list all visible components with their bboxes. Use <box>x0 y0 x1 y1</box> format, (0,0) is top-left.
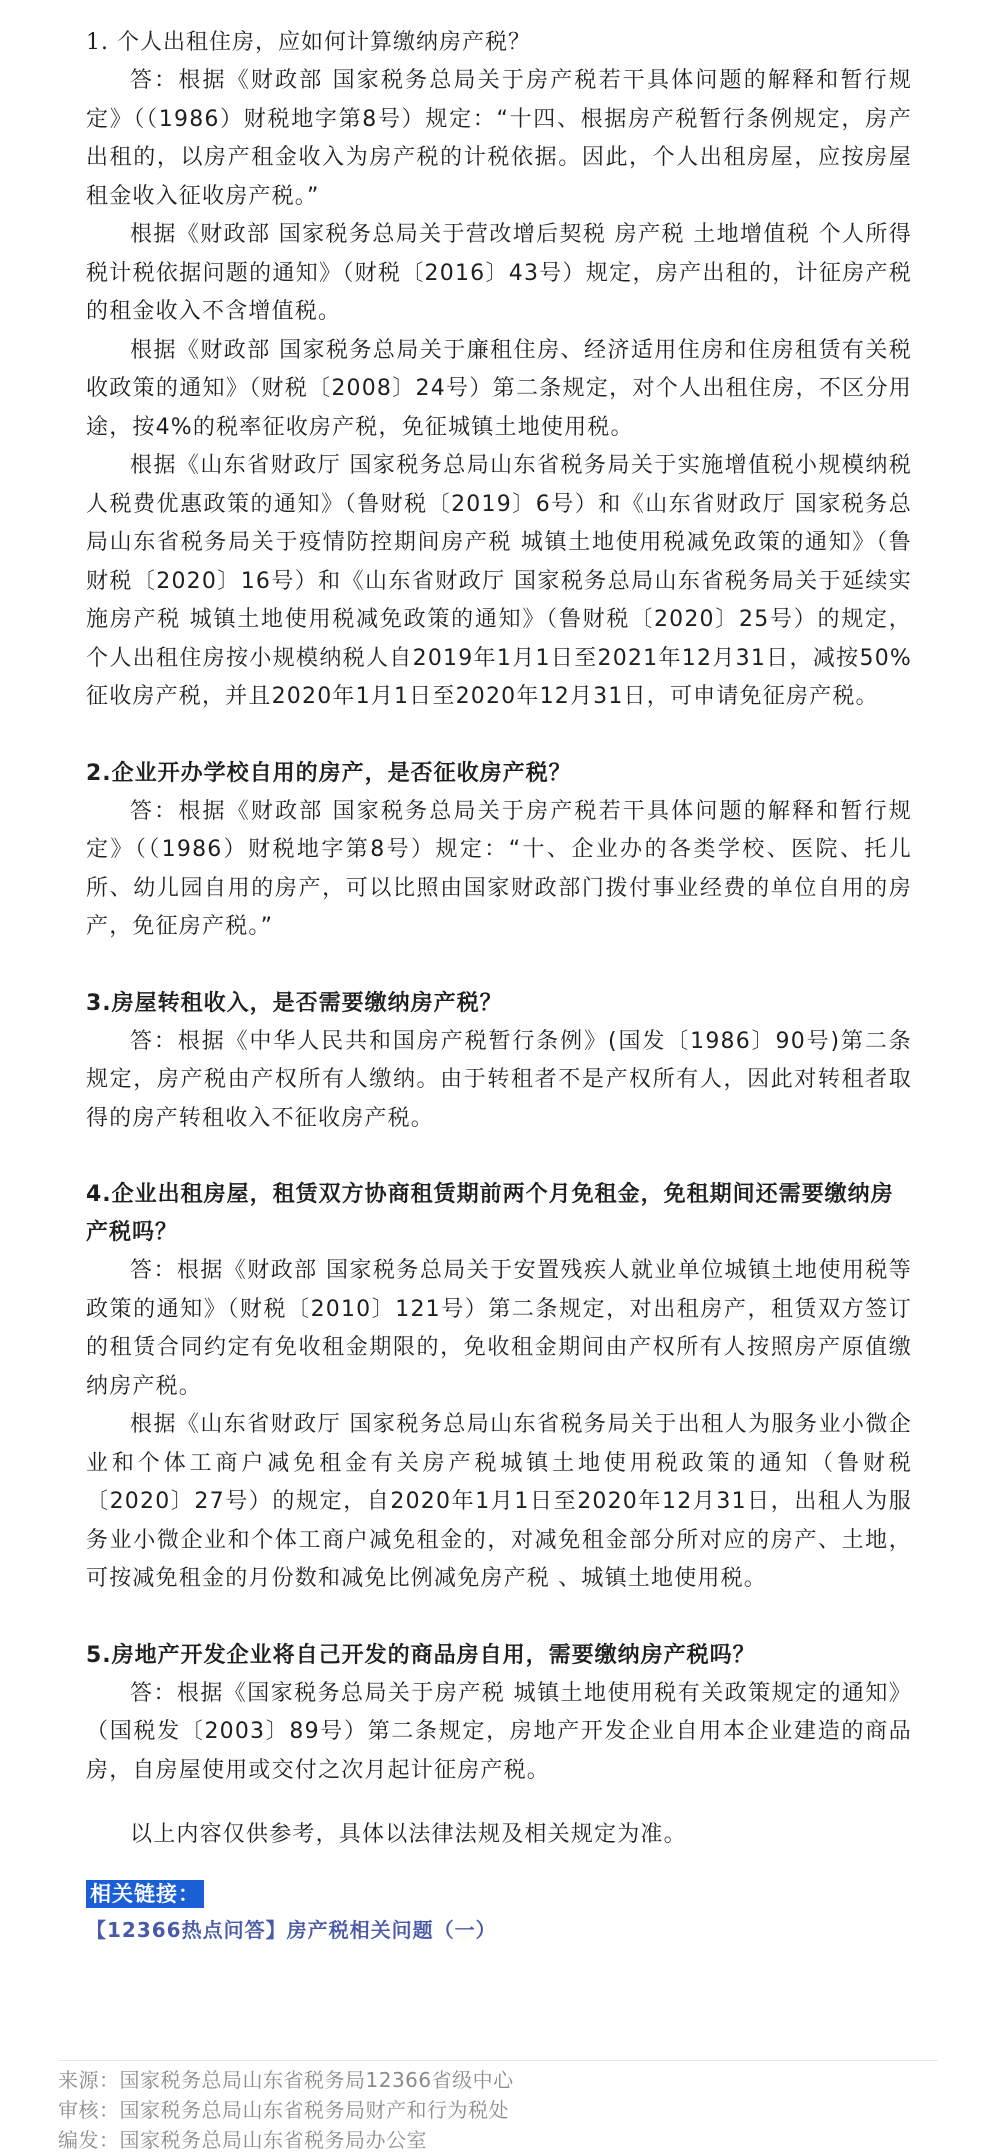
section-spacer <box>86 1138 912 1176</box>
answer-paragraph: 答：根据《财政部 国家税务总局关于房产税若干具体问题的解释和暂行规定》（（1986）财税地字第8号）规定：“十四、根据房产税暂行条例规定，房产出租的，以房产租金收入为房产税的计税依据。因此，个人出租房屋，应按房屋租金收入征收房产税。” <box>86 68 912 209</box>
answer-paragraph: 答：根据《财政部 国家税务总局关于安置残疾人就业单位城镇土地使用税等政策的通知》（财税〔2010〕121号）第二条规定，对出租房产，租赁双方签订的租赁合同约定有免收租金期限的，免收租金期间由产权所有人按照房产原值缴纳房产税。 <box>86 1258 912 1399</box>
answer-paragraph: 答：根据《国家税务总局关于房产税 城镇土地使用税有关政策规定的通知》（国税发〔2003〕89号）第二条规定，房地产开发企业自用本企业建造的商品房，自房屋使用或交付之次月起计征房产税。 <box>86 1680 912 1783</box>
section-spacer <box>86 1854 912 1880</box>
footer-review: 审核：国家税务总局山东省税务局财产和行为税处 <box>58 2098 509 2122</box>
answer-paragraph: 根据《财政部 国家税务总局关于营改增后契税 房产税 土地增值税 个人所得税计税依据问题的通知》（财税〔2016〕43号）规定，房产出租的，计征房产税的租金收入不含增值税。 <box>86 222 912 324</box>
answer-paragraph: 根据《山东省财政厅 国家税务总局山东省税务局关于出租人为服务业小微企业和个体工商户减免租金有关房产税城镇土地使用税政策的通知（鲁财税〔2020〕27号）的规定，自2020年1月1日至2020年12月31日，出租人为服务业小微企业和个体工商户减免租金的，对减免租金部分所对应的房产、土地，可按减免租金的月份数和减免比例减免房产税 、城镇土地使用税。 <box>86 1412 912 1591</box>
answer-paragraph: 答：根据《财政部 国家税务总局关于房产税若干具体问题的解释和暂行规定》（（1986）财税地字第8号）规定：“十、企业办的各类学校、医院、托儿所、幼儿园自用的房产，可以比照由国家财政部门拨付事业经费的单位自用的房产，免征房产税。” <box>86 798 912 939</box>
related-article-link[interactable]: 【12366热点问答】房产税相关问题（一） <box>86 1918 497 1942</box>
section-spacer <box>86 1790 912 1816</box>
question-title-4: 4.企业出租房屋，租赁双方协商租赁期前两个月免租金，免租期间还需要缴纳房产税吗？ <box>86 1182 894 1245</box>
section-spacer <box>86 947 912 985</box>
footer-editor: 编发：国家税务总局山东省税务局办公室 <box>58 2128 427 2152</box>
answer-paragraph: 根据《财政部 国家税务总局关于廉租住房、经济适用住房和住房租赁有关税收政策的通知》（财税〔2008〕24号）第二条规定，对个人出租住房，不区分用途，按4%的税率征收房产税，免征城镇土地使用税。 <box>86 337 912 440</box>
article-footer <box>58 2060 938 2155</box>
answer-paragraph: 根据《山东省财政厅 国家税务总局山东省税务局关于实施增值税小规模纳税人税费优惠政策的通知》（鲁财税〔2019〕6号）和《山东省财政厅 国家税务总局山东省税务局关于疫情防控期间房产税 城镇土地使用税减免政策的通知》（鲁财税〔2020〕16号）和《山东省财政厅 国家税务总局山东省税务局关于延续实施房产税 城镇土地使用税减免政策的通知》（鲁财税〔2020〕25号）的规定，个人出租住房按小规模纳税人自2019年1月1日至2021年12月31日，减按50%征收房产税，并且2020年1月1日至2020年12月31日，可申请免征房产税。 <box>86 453 912 709</box>
section-spacer <box>86 1599 912 1637</box>
question-title-1: 1. 个人出租住房，应如何计算缴纳房产税？ <box>86 30 531 55</box>
question-title-2: 2.企业开办学校自用的房产，是否征收房产税？ <box>86 760 572 786</box>
disclaimer-text: 以上内容仅供参考，具体以法律法规及相关规定为准。 <box>130 1822 687 1847</box>
question-title-5: 5.房地产开发企业将自己开发的商品房自用，需要缴纳房产税吗？ <box>86 1642 756 1668</box>
footer-source: 来源：国家税务总局山东省税务局12366省级中心 <box>58 2068 514 2092</box>
related-links-heading: 相关链接： <box>86 1880 204 1908</box>
related-links <box>86 1880 912 1946</box>
question-title-3: 3.房屋转租收入，是否需要缴纳房产税？ <box>86 990 503 1016</box>
section-spacer <box>86 717 912 755</box>
answer-paragraph: 答：根据《中华人民共和国房产税暂行条例》(国发〔1986〕90号)第二条规定，房产税由产权所有人缴纳。由于转租者不是产权所有人，因此对转租者取得的房产转租收入不征收房产税。 <box>86 1028 912 1131</box>
article-body <box>86 24 912 1946</box>
